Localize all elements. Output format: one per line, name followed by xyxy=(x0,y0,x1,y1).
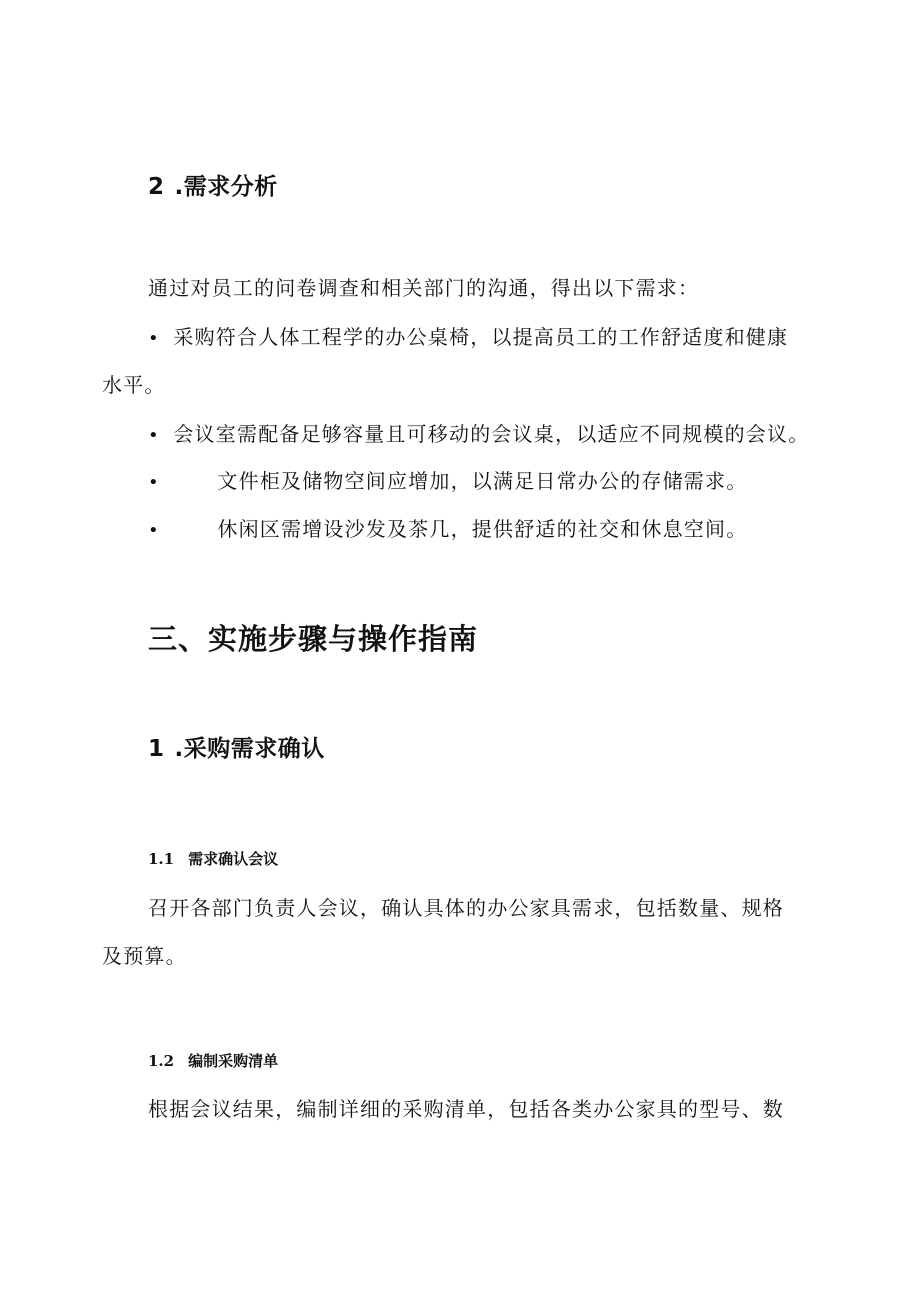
list-item-text: 文件柜及储物空间应增加，以满足日常办公的存储需求。 xyxy=(217,469,748,493)
bullet-icon: • xyxy=(148,472,160,493)
section-heading-procurement-confirmation xyxy=(148,730,325,763)
bullet-icon: • xyxy=(148,520,160,541)
subsection-heading xyxy=(148,1050,278,1071)
list-item-text: 会议室需配备足够容量且可移动的会议桌，以适应不同规模的会议。 xyxy=(173,422,810,446)
section-title: .采购需求确认 xyxy=(174,736,325,762)
section-title: .需求分析 xyxy=(174,174,278,200)
subsection-number: 1.1 xyxy=(148,850,175,868)
list-item xyxy=(148,321,788,350)
bullet-icon: • xyxy=(148,425,160,446)
section-number: 1 xyxy=(148,736,165,762)
list-item-text: 休闲区需增设沙发及茶几，提供舒适的社交和休息空间。 xyxy=(217,517,748,541)
list-item xyxy=(148,465,747,494)
section-heading-demand-analysis xyxy=(148,168,278,201)
subsection-title: 需求确认会议 xyxy=(188,850,279,868)
paragraph-line: 召开各部门负责人会议，确认具体的办公家具需求，包括数量、规格 xyxy=(148,896,784,920)
bullet-icon: • xyxy=(148,328,160,349)
chapter-heading: 三、实施步骤与操作指南 xyxy=(148,622,479,656)
subsection-heading xyxy=(148,848,278,869)
list-item-continuation: 水平。 xyxy=(102,373,166,397)
list-item-text: 采购符合人体工程学的办公桌椅，以提高员工的工作舒适度和健康 xyxy=(173,325,789,349)
section-number: 2 xyxy=(148,174,165,200)
list-item xyxy=(148,513,747,542)
subsection-number: 1.2 xyxy=(148,1052,175,1070)
intro-paragraph: 通过对员工的问卷调查和相关部门的沟通，得出以下需求： xyxy=(148,276,700,300)
paragraph-line: 根据会议结果，编制详细的采购清单，包括各类办公家具的型号、数 xyxy=(148,1097,784,1121)
list-item xyxy=(148,418,809,447)
paragraph-line: 及预算。 xyxy=(102,944,187,968)
subsection-title: 编制采购清单 xyxy=(188,1052,279,1070)
